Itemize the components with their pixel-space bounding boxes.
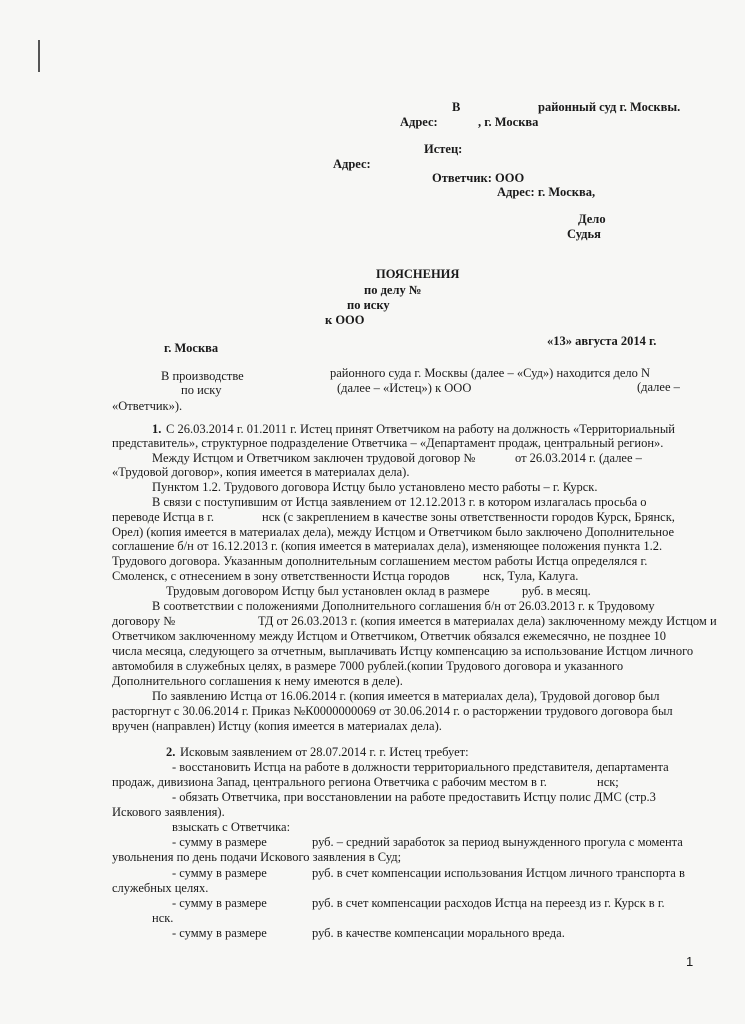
paragraph-line: увольнения по день подачи Искового заявления в Суд; — [112, 850, 402, 864]
paragraph-line: С 26.03.2014 г. 01.2011 г. Истец принят Ответчиком на работу на должность «Территориальный — [166, 422, 675, 436]
paragraph-line: Орел) (копия имеется в материалах дела), между Истцом и Ответчиком было заключено Дополнительное — [112, 525, 675, 539]
paragraph-line: числа месяца, следующего за отчетным, выплачивать Истцу компенсацию за использование Истцом личного — [112, 644, 694, 658]
document-title: ПОЯСНЕНИЯ — [376, 267, 460, 281]
intro-text: «Ответчик»). — [112, 399, 183, 413]
address-city: , г. Москва — [478, 115, 539, 129]
paragraph-line: вручен (направлен) Истцу (копия имеется в материалах дела). — [112, 719, 442, 733]
paragraph-line: Пунктом 1.2. Трудового договора Истцу было установлено место работы – г. Курск. — [152, 480, 598, 494]
defendant-address: Адрес: г. Москва, — [497, 185, 596, 199]
intro-text: районного суда г. Москвы (далее – «Суд») находится дело N — [330, 366, 651, 380]
place: г. Москва — [164, 341, 219, 355]
page-number: 1 — [686, 954, 694, 969]
section-number: 1. — [152, 422, 162, 436]
paragraph-line: ТД от 26.03.2013 г. (копия имеется в материалах дела) заключенному между Истцом и — [258, 614, 717, 628]
paragraph-line: представитель», структурное подразделение Ответчика – «Департамент продаж, центральный регион». — [112, 436, 664, 450]
title-case: по делу № — [364, 283, 422, 297]
court-name: районный суд г. Москвы. — [538, 100, 681, 114]
paragraph-line: нск; — [597, 775, 619, 789]
paragraph-line: нск (с закреплением в качестве зоны ответственности городов Курск, Брянск, — [262, 510, 675, 524]
paragraph-line: По заявлению Истца от 16.06.2014 г. (копия имеется в материалах дела), Трудовой договор был — [152, 689, 660, 703]
date: «13» августа 2014 г. — [547, 334, 657, 348]
paragraph-line: служебных целях. — [112, 881, 209, 895]
address2-label: Адрес: — [333, 157, 371, 171]
paragraph-line: руб. в счет компенсации расходов Истца на переезд из г. Курск в г. — [312, 896, 665, 910]
paragraph-line: В соответствии с положениями Дополнительного соглашения б/н от 26.03.2013 г. к Трудовому — [152, 599, 655, 613]
paragraph-line: соглашение б/н от 16.12.2013 г. (копия имеется в материалах дела), изменяющее положения пункта 1.2. — [112, 539, 663, 553]
paragraph-line: руб. – средний заработок за период вынужденного прогула с момента — [312, 835, 683, 849]
judge-label: Судья — [567, 227, 601, 241]
title-defendant: к ООО — [325, 313, 365, 327]
paragraph-line: нск. — [152, 911, 174, 925]
paragraph-line: Трудового договора. Указанным дополнительным соглашением местом работы Истца определялся г. — [112, 554, 648, 568]
paragraph-line: - сумму в размере — [172, 866, 267, 880]
paragraph-line: переводе Истца в г. — [112, 510, 215, 524]
paragraph-line: - восстановить Истца на работе в должности территориального представителя, департамента — [172, 760, 669, 774]
paragraph-line: Смоленск, с отнесением в зону ответственности Истца городов — [112, 569, 450, 583]
paragraph-line: «Трудовой договор», копия имеется в материалах дела). — [112, 465, 410, 479]
paragraph-line: нск, Тула, Калуга. — [483, 569, 579, 583]
intro-text: (далее – «Истец») к ООО — [337, 381, 472, 395]
scan-mark — [38, 40, 40, 72]
title-claim: по иску — [347, 298, 390, 312]
paragraph-line: Исковым заявлением от 28.07.2014 г. г. Истец требует: — [180, 745, 469, 759]
defendant-label: Ответчик: ООО — [432, 171, 525, 185]
paragraph-line: - обязать Ответчика, при восстановлении на работе предоставить Истцу полис ДМС (стр.3 — [172, 790, 656, 804]
paragraph-line: - сумму в размере — [172, 896, 267, 910]
paragraph-line: Искового заявления). — [112, 805, 225, 819]
paragraph-line: договору № — [112, 614, 176, 628]
paragraph-line: от 26.03.2014 г. (далее – — [515, 451, 642, 465]
paragraph-line: Между Истцом и Ответчиком заключен трудовой договор № — [152, 451, 476, 465]
plaintiff-label: Истец: — [424, 142, 463, 156]
paragraph-line: Ответчиком заключенному между Истцом и Ответчиком, Ответчик обязался ежемесячно, не позднее 10 — [112, 629, 666, 643]
paragraph-line: Трудовым договором Истцу был установлен оклад в размере — [166, 584, 490, 598]
section-number: 2. — [166, 745, 176, 759]
intro-text: В производстве — [161, 369, 244, 383]
paragraph-line: Дополнительного соглашения к нему имеются в деле). — [112, 674, 403, 688]
court-prefix: В — [452, 100, 461, 114]
paragraph-line: - сумму в размере — [172, 835, 267, 849]
case-label: Дело — [578, 212, 606, 226]
paragraph-line: руб. в качестве компенсации морального вреда. — [312, 926, 565, 940]
address-label: Адрес: — [400, 115, 438, 129]
paragraph-line: автомобиля в служебных целях, в размере 7000 рублей.(копии Трудового договора и указанного — [112, 659, 624, 673]
paragraph-line: руб. в счет компенсации использования Истцом личного транспорта в — [312, 866, 685, 880]
intro-text: (далее – — [637, 380, 680, 394]
paragraph-line: руб. в месяц. — [522, 584, 591, 598]
paragraph-line: В связи с поступившим от Истца заявлением от 12.12.2013 г. в котором излагалась просьба о — [152, 495, 647, 509]
intro-text: по иску — [181, 383, 222, 397]
paragraph-line: взыскать с Ответчика: — [172, 820, 291, 834]
paragraph-line: расторгнут с 30.06.2014 г. Приказ №К0000000069 от 30.06.2014 г. о расторжении трудового договора был — [112, 704, 673, 718]
paragraph-line: - сумму в размере — [172, 926, 267, 940]
paragraph-line: продаж, дивизиона Запад, центрального региона Ответчика с рабочим местом в г. — [112, 775, 547, 789]
